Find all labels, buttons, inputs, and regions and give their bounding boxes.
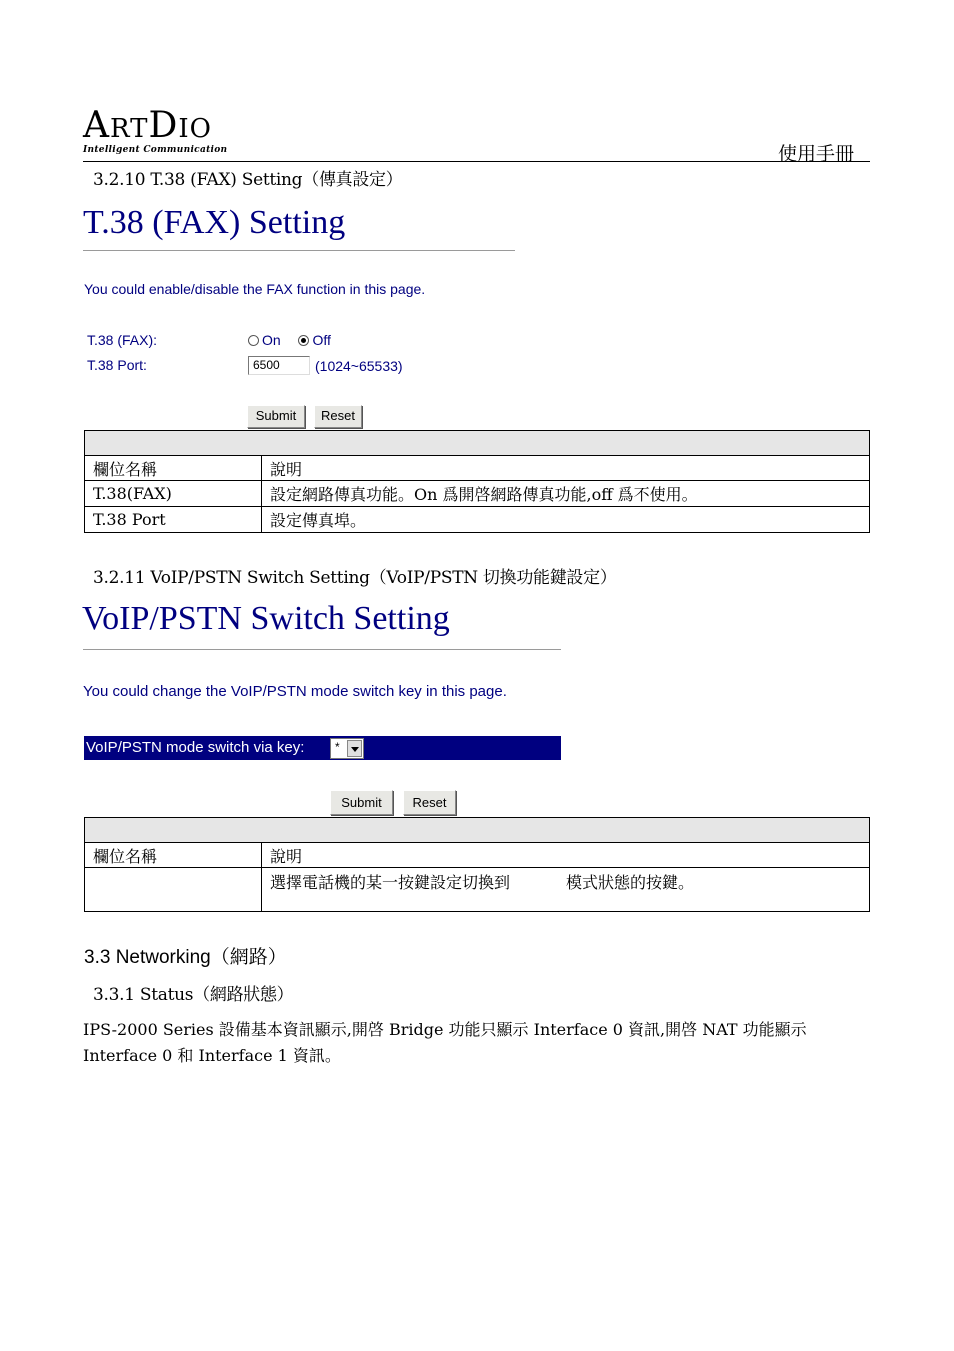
switch-panel-description: You could change the VoIP/PSTN mode switch key in this page.: [83, 683, 507, 700]
fax-panel-description: You could enable/disable the FAX function in this page.: [84, 281, 426, 297]
switch-key-label: VoIP/PSTN mode switch via key:: [86, 739, 305, 756]
fax-radio-off[interactable]: [298, 335, 309, 346]
switch-reset-button[interactable]: Reset: [403, 790, 456, 815]
header-rule: [83, 161, 870, 162]
chevron-down-icon[interactable]: [347, 740, 362, 757]
switch-panel-rule: [83, 649, 561, 650]
logo-tagline: Intelligent Communication: [83, 145, 228, 155]
status-paragraph-line-2: Interface 0 和 Interface 1 資訊。: [83, 1046, 341, 1065]
fax-radio-group: [248, 332, 331, 348]
status-paragraph-line-1: IPS-2000 Series 設備基本資訊顯示,開啓 Bridge 功能只顯示 Interface 0 資訊,開啓 NAT 功能顯示: [83, 1020, 807, 1039]
section-heading-3-2-11: 3.2.11 VoIP/PSTN Switch Setting（VoIP/PSTN 切換功能鍵設定）: [93, 568, 617, 588]
table-cell-desc-part-b: 模式狀態的按鍵。: [566, 873, 695, 892]
section-heading-3-2-10: 3.2.10 T.38 (FAX) Setting（傳真設定）: [93, 170, 403, 190]
fax-panel-title: T.38 (FAX) Setting: [83, 204, 346, 241]
fax-radio-on[interactable]: [248, 335, 259, 346]
table-cell-desc: 設定網路傳真功能。On 爲開啓網路傳真功能,off 爲不使用。: [262, 481, 870, 507]
table-header-bar: [85, 431, 870, 456]
table-row: [85, 868, 870, 912]
manual-label: 使用手冊: [778, 143, 855, 165]
switch-key-value: *: [335, 740, 340, 754]
logo-letter-a: A: [83, 105, 110, 146]
table-cell-name: T.38 Port: [85, 507, 262, 533]
fax-field-table: [84, 430, 870, 533]
fax-radio-on-label[interactable]: On: [262, 332, 281, 348]
logo-letter-d: D: [148, 105, 179, 146]
logo-letters-io: IO: [178, 114, 212, 144]
port-label: T.38 Port:: [87, 357, 147, 373]
fax-reset-button[interactable]: Reset: [314, 405, 362, 428]
artdio-logo: [83, 105, 212, 147]
switch-key-bar: [84, 736, 561, 760]
section-heading-3-3-1: 3.3.1 Status（網路狀態）: [93, 985, 294, 1005]
table-row: [85, 481, 870, 507]
port-input[interactable]: 6500: [248, 356, 310, 375]
table-col-name-header: 欄位名稱: [85, 456, 262, 481]
table-cell-desc: [262, 868, 870, 912]
table-col-desc-header: 說明: [262, 456, 870, 481]
table-col-desc-header: 說明: [262, 843, 870, 868]
table-cell-name: [85, 868, 262, 912]
switch-field-table: [84, 817, 870, 912]
fax-radio-off-label[interactable]: Off: [312, 332, 331, 348]
fax-panel-rule: [83, 250, 515, 251]
fax-submit-button[interactable]: Submit: [247, 405, 305, 428]
table-cell-name: T.38(FAX): [85, 481, 262, 507]
port-range: (1024~65533): [315, 358, 403, 374]
switch-panel-title: VoIP/PSTN Switch Setting: [82, 600, 450, 637]
fax-label: T.38 (FAX):: [87, 332, 158, 348]
status-paragraph: [83, 1017, 843, 1069]
table-cell-desc-part-a: 選擇電話機的某一按鍵設定切換到: [270, 873, 511, 892]
switch-submit-button[interactable]: Submit: [330, 790, 393, 815]
switch-key-select[interactable]: [330, 738, 364, 759]
table-header-bar: [85, 818, 870, 843]
table-row: [85, 456, 870, 481]
table-cell-desc: 設定傳真埠。: [262, 507, 870, 533]
table-row: [85, 843, 870, 868]
table-col-name-header: 欄位名稱: [85, 843, 262, 868]
logo-letters-rt: RT: [110, 114, 149, 144]
table-row: [85, 507, 870, 533]
section-heading-3-3: 3.3 Networking（網路）: [84, 947, 287, 968]
